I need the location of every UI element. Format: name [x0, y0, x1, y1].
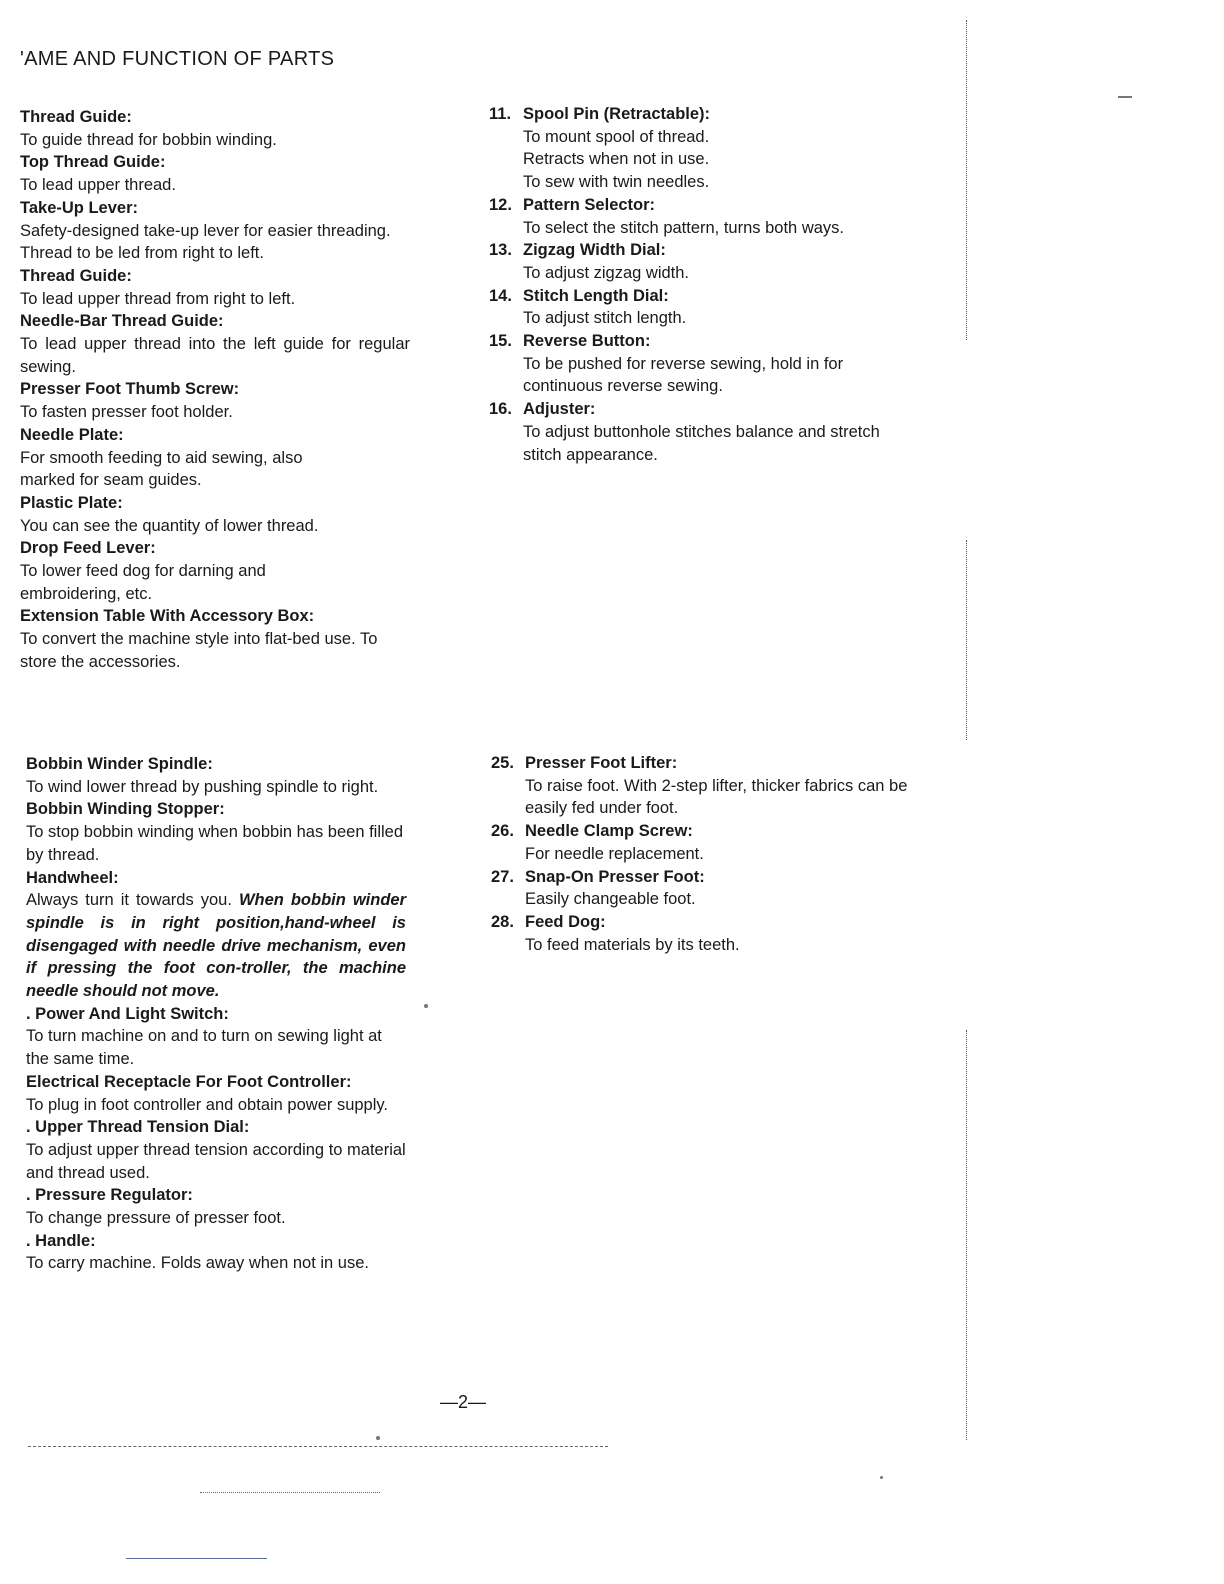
part-name: Drop Feed Lever: [20, 539, 156, 558]
part-description: To plug in foot controller and obtain power supply. [26, 1095, 389, 1114]
list-item [20, 537, 410, 605]
list-item [491, 752, 911, 820]
part-name: Needle-Bar Thread Guide: [20, 312, 224, 331]
part-description: For smooth feeding to aid sewing, also marked for seam guides. [20, 448, 303, 490]
part-name: . Upper Thread Tension Dial: [26, 1118, 250, 1137]
part-description: To stop bobbin winding when bobbin has been filled by thread. [26, 823, 404, 864]
part-name: . Pressure Regulator: [26, 1186, 193, 1205]
part-description: To lead upper thread. [20, 176, 176, 195]
list-item [491, 911, 911, 956]
list-item [489, 285, 909, 330]
scan-edge-line [966, 1030, 967, 1440]
list-item [20, 197, 410, 265]
list-item [20, 424, 410, 492]
part-description: To adjust zigzag width. [523, 263, 690, 282]
part-name: Needle Clamp Screw: [525, 822, 693, 841]
part-name: Feed Dog: [525, 912, 606, 931]
part-name: Zigzag Width Dial: [523, 241, 666, 260]
part-description: To lead upper thread into the left guide for regular sewing. [20, 335, 410, 376]
list-item [26, 753, 406, 798]
part-name: Bobbin Winding Stopper: [26, 800, 225, 819]
list-item [26, 1116, 406, 1184]
part-description: To sew with twin needles. [523, 173, 710, 192]
part-description: To adjust buttonhole stitches balance and stretch stitch appearance. [523, 422, 880, 464]
list-item [20, 265, 410, 310]
part-description: To wind lower thread by pushing spindle to right. [26, 777, 379, 796]
part-name: . Handle: [26, 1231, 96, 1250]
list-item [26, 1184, 406, 1229]
part-description: To guide thread for bobbin winding. [20, 130, 277, 149]
list-item [26, 798, 406, 866]
part-name: Thread Guide: [20, 266, 132, 285]
part-description: To fasten presser foot holder. [20, 403, 233, 422]
part-description: For needle replacement. [525, 844, 704, 863]
part-name: Handwheel: [26, 868, 119, 887]
part-name: Adjuster: [523, 400, 596, 419]
page-title: 'AME AND FUNCTION OF PARTS [20, 48, 335, 70]
part-description: To feed materials by its teeth. [525, 935, 740, 954]
part-name: Plastic Plate: [20, 493, 123, 512]
list-item [20, 106, 410, 151]
part-description: To adjust stitch length. [523, 309, 687, 328]
list-item [26, 1071, 406, 1116]
list-item [489, 239, 909, 284]
part-description: To adjust upper thread tension according to material and thread used. [26, 1140, 406, 1182]
part-name: Stitch Length Dial: [523, 286, 669, 305]
part-description: To change pressure of presser foot. [26, 1209, 286, 1228]
list-item [26, 867, 406, 1003]
parts-list-top-right [489, 103, 909, 466]
part-description: To carry machine. Folds away when not in use. [26, 1254, 369, 1273]
scan-speck [880, 1476, 883, 1479]
list-item [491, 820, 911, 865]
item-number: 14. [489, 286, 512, 305]
part-description: To turn machine on and to turn on sewing light at the same time. [26, 1027, 382, 1069]
parts-list-top-left [20, 106, 410, 674]
scan-fold-line [200, 1492, 380, 1493]
item-number: 28. [491, 912, 514, 931]
list-item [491, 866, 911, 911]
list-item [20, 492, 410, 537]
item-number: 25. [491, 754, 514, 772]
list-item [489, 330, 909, 398]
page-number: —2— [440, 1392, 487, 1412]
list-item [26, 1003, 406, 1071]
part-name: Extension Table With Accessory Box: [20, 607, 315, 626]
parts-list-bottom-left [26, 753, 406, 1275]
part-description: Safety-designed take-up lever for easier threading. Thread to be led from right to left. [20, 221, 391, 263]
part-name: Spool Pin (Retractable): [523, 105, 711, 123]
part-name: . Power And Light Switch: [26, 1004, 229, 1023]
item-number: 13. [489, 241, 512, 260]
part-name: Top Thread Guide: [20, 153, 166, 172]
part-description: Easily changeable foot. [525, 890, 696, 909]
item-number: 12. [489, 195, 512, 214]
list-item [489, 398, 909, 466]
item-number: 16. [489, 400, 512, 419]
part-name: Needle Plate: [20, 425, 124, 444]
scan-speck [376, 1436, 380, 1440]
part-description: To lower feed dog for darning and embroidering, etc. [20, 562, 266, 603]
item-number: 26. [491, 822, 514, 841]
part-description: Retracts when not in use. [523, 150, 710, 169]
list-item [20, 378, 410, 423]
part-description: Always turn it towards you. [26, 891, 232, 910]
part-description: To be pushed for reverse sewing, hold in for continuous reverse sewing. [523, 354, 844, 396]
part-name: Bobbin Winder Spindle: [26, 755, 213, 773]
scan-speck [424, 1004, 428, 1008]
part-description: To select the stitch pattern, turns both ways. [523, 218, 844, 237]
scan-speck [1118, 96, 1132, 98]
item-number: 15. [489, 332, 512, 351]
part-name: Reverse Button: [523, 332, 651, 351]
scan-edge-line [966, 540, 967, 740]
part-description: To raise foot. With 2-step lifter, thicker fabrics can be easily fed under foot. [525, 776, 908, 818]
scan-fold-line [28, 1446, 608, 1447]
part-description: To convert the machine style into flat-bed use. To store the accessories. [20, 630, 378, 671]
part-name: Pattern Selector: [523, 195, 656, 214]
blue-underline [126, 1558, 267, 1559]
item-number: 11. [489, 105, 512, 123]
part-description: You can see the quantity of lower thread. [20, 516, 319, 535]
part-name: Electrical Receptacle For Foot Controller: [26, 1072, 352, 1091]
scan-edge-line [966, 20, 967, 340]
part-name: Presser Foot Lifter: [525, 754, 678, 772]
list-item [20, 605, 410, 673]
part-name: Presser Foot Thumb Screw: [20, 380, 240, 399]
list-item [26, 1230, 406, 1275]
item-number: 27. [491, 867, 514, 886]
part-warning: When bobbin winder spindle is in right position,hand-wheel is disengaged with needle drive mechanism, even if pressing the foot con-troller, the machine needle should not move. [26, 891, 407, 1001]
list-item [489, 194, 909, 239]
list-item [489, 103, 909, 194]
list-item [20, 151, 410, 196]
part-name: Take-Up Lever: [20, 198, 138, 217]
part-description: To mount spool of thread. [523, 127, 710, 146]
part-description: To lead upper thread from right to left. [20, 289, 296, 308]
part-name: Snap-On Presser Foot: [525, 867, 705, 886]
parts-list-bottom-right [491, 752, 911, 956]
part-name: Thread Guide: [20, 108, 132, 126]
list-item [20, 310, 410, 378]
